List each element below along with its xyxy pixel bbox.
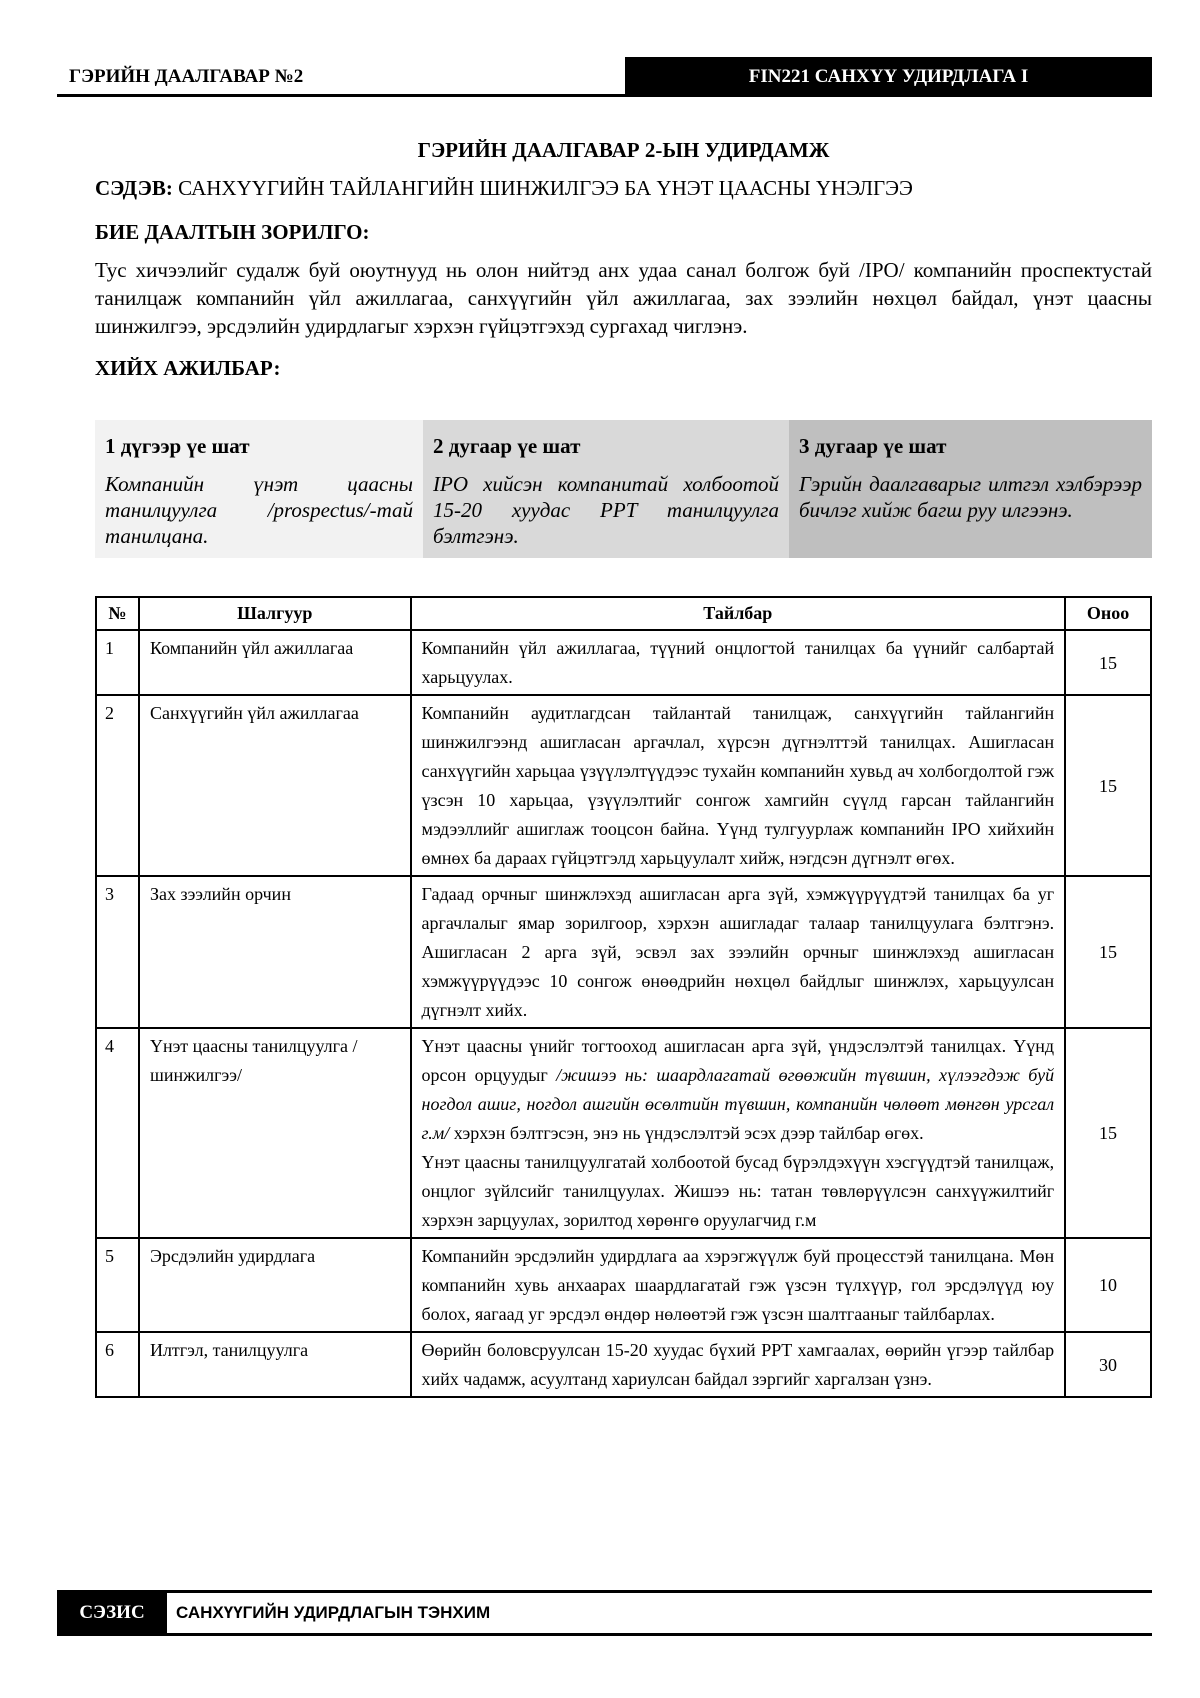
- row-description: Компанийн аудитлагдсан тайлантай танилцаж, санхүүгийн тайлангийн шинжилгээнд ашигласан аргачлал, хүрсэн дүгнэлттэй танилцах. Ашигласан санхүүгийн харьцаа үзүүлэлтүүдээс тухайн компанийн хувьд ач холбогдолтой гэж үзсэн 10 харьцаа, үзүүлэлтийг сонгож хамгийн сүүлд гарсан тайлангийн мэдээллийг ашиглаж тооцсон байна. Үүнд тулгуурлаж компанийн IPO хийхийн өмнөх ба дараах гүйцэтгэлд харьцуулалт хийж, нэгдсэн дүгнэлт өгөх.: [411, 695, 1066, 876]
- page-title: ГЭРИЙН ДААЛГАВАР 2-ЫН УДИРДАМЖ: [417, 138, 830, 162]
- footer-department: САНХҮҮГИЙН УДИРДЛАГЫН ТЭНХИМ: [176, 1603, 491, 1622]
- row-description: Компанийн үйл ажиллагаа, түүний онцлогтой танилцах ба үүнийг салбартай харьцуулах.: [411, 630, 1066, 695]
- row-description: Компанийн эрсдэлийн удирдлага аа хэрэгжүүлж буй процесстэй танилцана. Мөн компанийн хувь анхаарах шаардлагатай гэж үзсэн түлхүүр, гол эрсдэлүүд юу болох, яагаад уг эрсдэл өндөр нөлөөтэй гэж үзсэн шалтгааныг тайлбарлах.: [411, 1238, 1066, 1332]
- row-description: Гадаад орчныг шинжлэхэд ашигласан арга зүй, хэмжүүрүүдтэй танилцах ба уг аргачлалыг ямар зорилгоор, хэрхэн ашигладаг талаар танилцуулага бэлтгэнэ. Ашигласан 2 арга зүй, эсвэл зах зээлийн орчныг шинжлэхэд ашигласан хэмжүүрүүдээс 10 сонгож өнөөдрийн нөхцөл байдлыг шинжлэх, харьцуулсан дүгнэлт хийх.: [411, 876, 1066, 1028]
- topic-label: СЭДЭВ:: [95, 176, 173, 200]
- row-number: 6: [96, 1332, 139, 1397]
- topic-line: [95, 176, 913, 201]
- header-description: Тайлбар: [411, 597, 1066, 630]
- stage-2: [423, 420, 789, 558]
- footer-university-box: СЭЗИС: [57, 1593, 167, 1633]
- stage-text: Гэрийн даалгаварыг илтгэл хэлбэрээр бичлэг хийж багш руу илгээнэ.: [799, 472, 1142, 522]
- row-points: 30: [1065, 1332, 1151, 1397]
- table-row: [96, 695, 1151, 876]
- description-example: /жишээ нь: шаардлагатай өгөөжийн түвшин, хүлээгдэж буй ногдол ашиг, ногдол ашгийн өсөлтийн түвшин, компанийн чөлөөт мөнгөн урсгал г.м/: [421, 1065, 1055, 1143]
- goal-text: Тус хичээлийг судалж буй оюутнууд нь олон нийтэд анх удаа санал болгож буй /IPO/ компанийн проспектустай танилцаж компанийн үйл ажиллагаа, санхүүгийн үйл ажиллагаа, зах зээлийн нөхцөл байдал, үнэт цаасны шинжилгээ, эрсдэлийн удирдлагыг хэрхэн гүйцэтгэхэд сургахад чиглэнэ.: [95, 258, 1152, 338]
- stage-3: [789, 420, 1152, 558]
- row-number: 3: [96, 876, 139, 1028]
- row-number: 5: [96, 1238, 139, 1332]
- row-criterion: Эрсдэлийн удирдлага: [139, 1238, 411, 1332]
- table-row: [96, 630, 1151, 695]
- row-criterion: Илтгэл, танилцуулга: [139, 1332, 411, 1397]
- criteria-table: [95, 596, 1152, 1398]
- row-points: 15: [1065, 1028, 1151, 1238]
- description-text: Үнэт цаасны үнийг тогтооход ашигласан арга зүй, үндэслэлтэй танилцах. Үүнд орсон орцуудыг: [421, 1036, 1055, 1085]
- header-left-title: ГЭРИЙН ДААЛГАВАР №2: [57, 57, 625, 97]
- row-description: Өөрийн боловсруулсан 15-20 хуудас бүхий PPT хамгаалах, өөрийн үгээр тайлбар хийх чадамж, асуултанд хариулсан байдал зэргийг харгалзан үзнэ.: [411, 1332, 1066, 1397]
- table-row: [96, 876, 1151, 1028]
- header-course-title: FIN221 САНХҮҮ УДИРДЛАГА I: [625, 57, 1152, 97]
- row-criterion: Санхүүгийн үйл ажиллагаа: [139, 695, 411, 876]
- stage-text: Компанийн үнэт цаасны танилцуулга /prospectus/-тай танилцана.: [105, 472, 413, 548]
- row-criterion: Зах зээлийн орчин: [139, 876, 411, 1028]
- row-number: 4: [96, 1028, 139, 1238]
- stage-1: [95, 420, 423, 558]
- topic-text: САНХҮҮГИЙН ТАЙЛАНГИЙН ШИНЖИЛГЭЭ БА ҮНЭТ ЦААСНЫ ҮНЭЛГЭЭ: [178, 176, 913, 200]
- row-criterion: Үнэт цаасны танилцуулга /шинжилгээ/: [139, 1028, 411, 1238]
- stage-title: 2 дугаар үе шат: [433, 434, 581, 458]
- row-number: 1: [96, 630, 139, 695]
- stage-text: IPO хийсэн компанитай холбоотой 15-20 хуудас PPT танилцуулга бэлтгэнэ.: [433, 472, 779, 548]
- description-paragraph: Үнэт цаасны танилцуулгатай холбоотой бусад бүрэлдэхүүн хэсгүүдтэй танилцаж, онцлог зүйлсийг танилцуулах. Жишээ нь: татан төвлөрүүлсэн санхүүжилтийг хэрхэн зарцуулах, зорилтод хөрөнгө оруулагчид г.м: [421, 1152, 1055, 1230]
- row-points: 15: [1065, 876, 1151, 1028]
- header-no: №: [96, 597, 139, 630]
- goal-heading: БИЕ ДААЛТЫН ЗОРИЛГО:: [95, 220, 370, 244]
- row-description: [411, 1028, 1066, 1238]
- description-paragraph: [422, 1032, 1055, 1148]
- stage-title: 1 дүгээр үе шат: [105, 434, 250, 458]
- stages-band: [95, 420, 1152, 558]
- row-criterion: Компанийн үйл ажиллагаа: [139, 630, 411, 695]
- header-points: Оноо: [1065, 597, 1151, 630]
- row-points: 15: [1065, 695, 1151, 876]
- row-number: 2: [96, 695, 139, 876]
- footer-divider-bottom: [57, 1633, 1152, 1636]
- table-row: [96, 1028, 1151, 1238]
- table-row: [96, 1332, 1151, 1397]
- row-points: 15: [1065, 630, 1151, 695]
- row-points: 10: [1065, 1238, 1151, 1332]
- description-text: хэрхэн бэлтгэсэн, энэ нь үндэслэлтэй эсэх дээр тайлбар өгөх.: [449, 1123, 924, 1143]
- task-heading: ХИЙХ АЖИЛБАР:: [95, 356, 281, 380]
- table-row: [96, 1238, 1151, 1332]
- header-criterion: Шалгуур: [139, 597, 411, 630]
- stage-title: 3 дугаар үе шат: [799, 434, 947, 458]
- table-header-row: [96, 597, 1151, 630]
